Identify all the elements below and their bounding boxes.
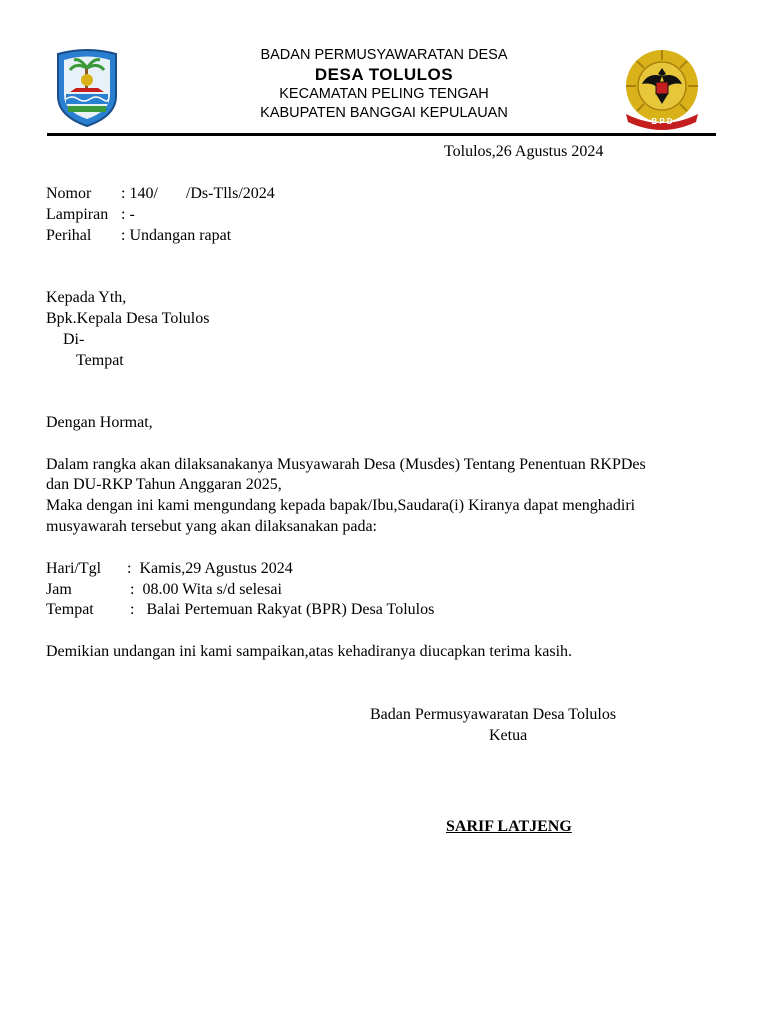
letterhead-district: KECAMATAN PELING TENGAH [279, 86, 489, 102]
perihal-value: : Undangan rapat [121, 227, 232, 244]
place-date: Tolulos,26 Agustus 2024 [444, 143, 604, 160]
bpd-garuda-emblem-icon [618, 48, 706, 132]
recipient-line-4: Tempat [76, 352, 124, 369]
nomor-value: : 140/ /Ds-Tlls/2024 [121, 185, 275, 202]
lampiran-label: Lampiran [46, 206, 109, 223]
body-p1-line2: dan DU-RKP Tahun Anggaran 2025, [46, 476, 282, 493]
signature-position: Ketua [489, 727, 528, 744]
schedule-day-value: : Kamis,29 Agustus 2024 [127, 560, 293, 577]
schedule-time-value: : 08.00 Wita s/d selesai [130, 581, 282, 598]
letterhead-divider [47, 133, 716, 136]
recipient-line-2: Bpk.Kepala Desa Tolulos [46, 310, 210, 327]
perihal-label: Perihal [46, 227, 92, 244]
closing-text: Demikian undangan ini kami sampaikan,atas kehadiranya diucapkan terima kasih. [46, 643, 573, 660]
schedule-day-label: Hari/Tgl [46, 560, 102, 577]
schedule-place-label: Tempat [46, 601, 94, 618]
signature-name: SARIF LATJENG [446, 818, 572, 835]
letterhead-regency: KABUPATEN BANGGAI KEPULAUAN [260, 105, 508, 121]
letterhead-village: DESA TOLULOS [314, 65, 454, 84]
schedule-time-label: Jam [46, 581, 72, 598]
lampiran-value: : - [121, 206, 135, 223]
greeting: Dengan Hormat, [46, 414, 153, 431]
body-p2-line2: musyawarah tersebut yang akan dilaksanakan pada: [46, 518, 377, 535]
bpd-ribbon-text: B P D [651, 117, 673, 126]
signature-institution: Badan Permusyawaratan Desa Tolulos [370, 706, 617, 723]
body-p1-line1: Dalam rangka akan dilaksanakanya Musyawarah Desa (Musdes) Tentang Penentuan RKPDes [46, 456, 646, 473]
body-p2-line1: Maka dengan ini kami mengundang kepada bapak/Ibu,Saudara(i) Kiranya dapat menghadiri [46, 497, 636, 514]
nomor-label: Nomor [46, 185, 92, 202]
regency-crest-shield-icon [52, 48, 122, 128]
recipient-line-1: Kepada Yth, [46, 289, 127, 306]
recipient-line-3: Di- [63, 331, 85, 348]
letterhead-org: BADAN PERMUSYAWARATAN DESA [260, 47, 508, 63]
schedule-place-value: : Balai Pertemuan Rakyat (BPR) Desa Tolulos [130, 601, 435, 618]
